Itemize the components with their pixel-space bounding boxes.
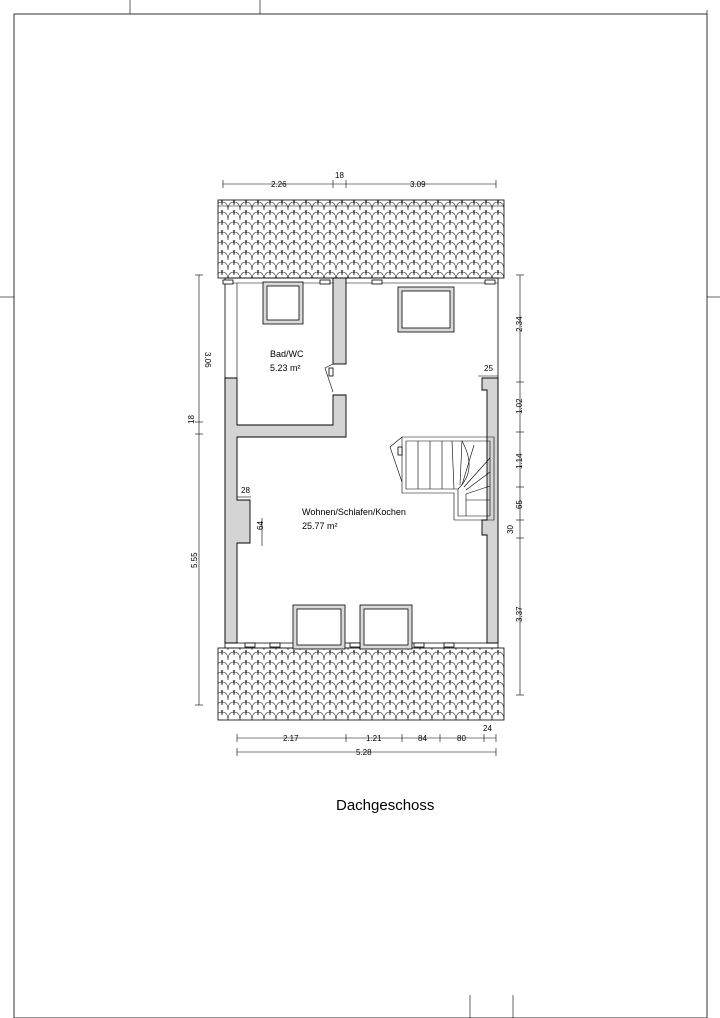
roof-window-bath — [263, 282, 303, 324]
dim-right-7: 3.37 — [515, 606, 524, 622]
dim-bottom-5: 24 — [483, 724, 492, 733]
dim-left-3: 5.55 — [190, 552, 199, 568]
roof-window-top — [398, 287, 454, 332]
dim-bottom-4: 80 — [457, 734, 466, 743]
dim-top-2: 18 — [335, 171, 344, 180]
dim-right-2: 25 — [484, 364, 493, 373]
walls — [225, 278, 498, 643]
roof-bottom — [218, 648, 504, 720]
dim-bottom-3: 84 — [418, 734, 427, 743]
room-name-bath: Bad/WC — [270, 349, 304, 359]
dim-right-1: 2.34 — [515, 316, 524, 332]
dim-right-3: 1.02 — [515, 398, 524, 414]
dim-right-6: 30 — [506, 525, 515, 534]
bath-door — [325, 364, 333, 392]
dim-top-1: 2.26 — [271, 180, 287, 189]
dim-top-3: 3.09 — [410, 180, 426, 189]
dim-bottom-total: 5.28 — [356, 748, 372, 757]
gutter-marks — [223, 280, 495, 647]
roof-top — [218, 200, 504, 278]
bathroom-outline — [225, 283, 237, 378]
room-labels — [270, 349, 406, 531]
dim-right-5: 65 — [515, 500, 524, 509]
dim-interior-2: 64 — [256, 521, 265, 530]
room-name-living: Wohnen/Schlafen/Kochen — [302, 507, 406, 517]
dim-bottom-1: 2.17 — [283, 734, 299, 743]
room-area-living: 25.77 m² — [302, 521, 338, 531]
roof-window-bottom-left — [293, 605, 345, 649]
dim-left-2: 18 — [187, 415, 196, 424]
plan-title: Dachgeschoss — [336, 797, 435, 814]
room-area-bath: 5.23 m² — [270, 363, 301, 373]
roof-window-bottom-right — [360, 605, 412, 649]
dim-left-1: 3.06 — [203, 352, 212, 368]
outer-outline — [225, 278, 498, 648]
dim-right-4: 1.14 — [515, 453, 524, 469]
dim-interior-1: 28 — [241, 486, 250, 495]
dim-bottom-2: 1.21 — [366, 734, 382, 743]
